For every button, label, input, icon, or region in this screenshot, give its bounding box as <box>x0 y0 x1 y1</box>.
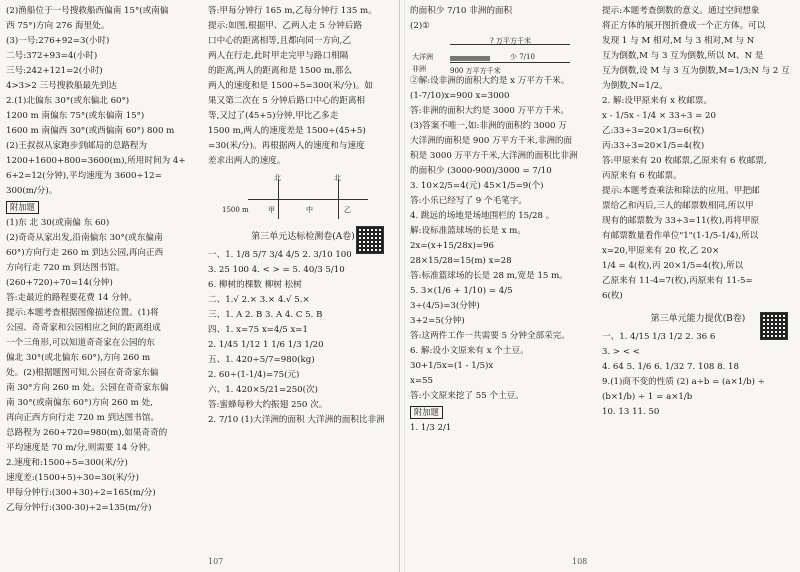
text-line: 10. 13 11. 50 <box>602 407 660 417</box>
text-line: (2)渔船位于一号搜救船西偏南 15°(或南偏 <box>6 6 169 16</box>
column-1 <box>6 4 192 516</box>
text-line: 3. 10×2/5=4(元) 45×1/5=9(个) <box>410 181 544 191</box>
text-line: 2.(1)北偏东 30°(或东偏北 60°) <box>6 96 130 106</box>
text-line: 2x=(x+15/28x)=96 <box>410 241 495 251</box>
label-900: 900 万平方千米 <box>450 67 501 74</box>
text-line: 答:非洲的面积大约是 3000 万平方千米。 <box>410 106 570 116</box>
text-line: (b×1/b) ÷ 1 = a×1/b <box>602 392 693 402</box>
text-line: 三、1. A 2. B 3. A 4. C 5. B <box>208 310 323 320</box>
text-line: 甲每分钟行:(300+30)÷2=165(m/分) <box>6 488 156 498</box>
text-line: =30(米/分)。再根据两人的速度和与速度 <box>208 141 365 151</box>
page-fold-shadow <box>404 0 405 572</box>
text-line: (260+720)÷70=14(分钟) <box>6 278 113 288</box>
column-4 <box>602 4 794 420</box>
text-line: 3+2=5(分钟) <box>410 316 465 326</box>
text-line: 3÷(4/5)=3(分钟) <box>410 301 480 311</box>
text-line: 1600 m 南偏西 30°(或西偏南 60°) 800 m <box>6 126 175 136</box>
page-number-left: 107 <box>208 557 224 566</box>
text-line: 提示:本题考查倒数的意义。通过空间想象 <box>602 6 760 16</box>
text-line: 6+2=12(分钟),平均速度为 3600÷12= <box>6 171 162 181</box>
unit-title-a: 第三单元达标检测卷(A卷) <box>251 232 355 242</box>
text-line: 解:设标准篮球场的长是 x m。 <box>410 226 526 236</box>
text-line: 西 75°)方向 276 海里处。 <box>6 21 110 31</box>
text-line: 为倒数,N=1/2。 <box>602 81 668 91</box>
text-line: 2. 7/10 (1)大洋洲的面积 大洋洲的面积比非洲 <box>208 415 385 425</box>
text-line: ②解:设非洲的面积大约是 x 万平方千米。 <box>410 76 570 86</box>
text-line: 28×15/28=15(m) x=28 <box>410 256 512 266</box>
page-number-right: 108 <box>572 557 588 566</box>
text-line: 现有的邮票数为 33÷3=11(枚),再将甲原 <box>602 216 760 226</box>
text-line: 六、1. 420×5/21=250(次) <box>208 385 318 395</box>
text-line: 6(枚) <box>602 291 623 301</box>
text-line: 方向行走 720 m 到达图书馆。 <box>6 263 125 273</box>
text-line: 四、1. x=75 x=4/5 x=1 <box>208 325 308 335</box>
text-line: 4>3>2 三号搜救船最先到达 <box>6 81 117 91</box>
route-diagram <box>208 169 398 227</box>
column-3 <box>410 4 598 436</box>
text-line: 差求出两人的速度。 <box>208 156 286 166</box>
text-line: 平均速度是 70 m/分,则需要 14 分钟。 <box>6 443 156 453</box>
text-line: 300(m/分)。 <box>6 186 58 196</box>
text-line: 1. 1/3 2/1 <box>410 423 452 433</box>
text-line: x - 1/5x - 1/4 × 33÷3 = 20 <box>602 111 716 121</box>
text-line: 5. 3×(1/6 + 1/10) = 4/5 <box>410 286 513 296</box>
text-line: 总路程为 260+720=980(m),如果奇奇的 <box>6 428 168 438</box>
text-line: 3. > < < <box>602 347 640 357</box>
text-line: 南 30°(或南偏东 60°)方向 260 m 处, <box>6 398 153 408</box>
text-line: 答:蜜蜂每秒大约振翅 250 次。 <box>208 400 328 410</box>
text-line: 一个三角形,可以知道奇奇家在公园的东 <box>6 338 155 348</box>
text-line: 1/4 = 4(枚),丙 20×1/5=4(枚),所以 <box>602 261 744 271</box>
text-line: 的面积少 (3000-900)/3000 = 7/10 <box>410 166 552 176</box>
text-line: 互为倒数,M 与 3 互为倒数,所以 M、N 是 <box>602 51 764 61</box>
road-line <box>248 199 368 200</box>
text-line: 等,又过了(45+5)分钟,甲比乙多走 <box>208 111 339 121</box>
north-label: 北 <box>334 174 341 182</box>
text-line: 4. 64 5. 1/6 6. 1/32 7. 108 8. 18 <box>602 362 739 372</box>
point-jia: 甲 <box>268 206 275 214</box>
text-line: 三号:242+121=2(小时) <box>6 66 103 76</box>
text-line: 6. 解:设小文原来有 x 个土豆。 <box>410 346 529 356</box>
section-header-extra: 附加题 <box>410 406 443 419</box>
text-line: (3)一号:276+92=3(小时) <box>6 36 110 46</box>
label-fraction: 少 7/10 <box>510 53 535 61</box>
text-line: 答:标准篮球场的长是 28 m,宽是 15 m。 <box>410 271 568 281</box>
text-line: 果又第二次在 5 分钟后路口中心的距离相 <box>208 96 366 106</box>
text-line: 2. 60÷(1-1/4)=75(元) <box>208 370 300 380</box>
text-line: 提示:本题考查乘法和除法的应用。甲把邮 <box>602 186 760 196</box>
text-line: 提示:如图,根据甲、乙两人走 5 分钟后路 <box>208 21 363 31</box>
area-bar-diagram <box>410 34 598 74</box>
text-line: 1500 m,两人的速度差是 1500÷(45+5) <box>208 126 366 136</box>
text-line: 公园、奇奇家和公园相应之间的距离组成 <box>6 323 161 333</box>
text-line: (1-7/10)x=900 x=3000 <box>410 91 510 101</box>
text-line: 偏北 30°(或北偏东 60°),方向 260 m <box>6 353 151 363</box>
text-line: 发现 1 与 M 相对,M 与 3 相对,M 与 N <box>602 36 755 46</box>
text-line: 二、1.√ 2.× 3.× 4.√ 5.× <box>208 295 310 305</box>
text-line: 9.(1)商不变的性质 (2) a÷b = (a×1/b) ÷ <box>602 377 765 387</box>
text-line: (2)奇奇从家出发,沿南偏东 30°(或东偏南 <box>6 233 163 243</box>
text-line: 2. 1/45 1/12 1 1/6 1/3 1/20 <box>208 340 324 350</box>
text-line: 答:走最近的路程要花费 14 分钟。 <box>6 293 138 303</box>
text-line: 3. 25 100 4. < > = 5. 40/3 5/10 <box>208 265 345 275</box>
text-line: 再向正西方向行走 720 m 到达图书馆。 <box>6 413 160 423</box>
text-line: 口中心的距离相等,且都向同一方向,乙 <box>208 36 351 46</box>
column-2 <box>208 4 398 428</box>
page-fold <box>399 0 400 572</box>
text-line: 2.速度和:1500÷5=300(米/分) <box>6 458 128 468</box>
bar-dayangzhou <box>450 56 490 61</box>
text-line: 2. 解:设甲原来有 x 枚邮票。 <box>602 96 713 106</box>
distance-label: 1500 m <box>222 206 249 214</box>
text-line: 答:小乐已经写了 9 个毛笔字。 <box>410 196 527 206</box>
unit-title-b: 第三单元能力提优(B卷) <box>650 314 746 324</box>
label-unknown: ? 万平方千米 <box>490 37 531 45</box>
text-line: 答:甲每分钟行 165 m,乙每分钟行 135 m。 <box>208 6 377 16</box>
text-line: 积是 3000 万平方千米,大洋洲的面积比非洲 <box>410 151 578 161</box>
label-feizhou: 非洲 <box>412 65 426 73</box>
text-line: 速度差:(1500+5)÷30=30(米/分) <box>6 473 139 483</box>
text-line: 两人在行走,此时甲走完甲与路口相隔 <box>208 51 349 61</box>
section-header-extra: 附加题 <box>6 201 39 214</box>
point-center: 中 <box>306 206 313 214</box>
text-line: 30+1/5x=(1 - 1/5)x <box>410 361 494 371</box>
text-line: (3)答案不唯一,如:非洲的面积约 3000 万 <box>410 121 567 131</box>
text-line: 两人的速度和是 1500÷5=300(米/分)。如 <box>208 81 374 91</box>
text-line: 答:这两件工作一共需要 5 分钟全部采完。 <box>410 331 570 341</box>
text-line: (2)① <box>410 21 430 31</box>
text-line: 五、1. 420÷5/7=980(kg) <box>208 355 315 365</box>
north-label: 北 <box>274 174 281 182</box>
text-line: 有邮票数量看作单位"1"(1-1/5-1/4),所以 <box>602 231 759 241</box>
text-line: 6. 柳树的棵数 柳树 松树 <box>208 280 302 290</box>
text-line: 一、1. 1/8 5/7 3/4 4/5 2. 3/10 100 <box>208 250 352 260</box>
text-line: 1200 m 南偏东 75°(或东偏南 15°) <box>6 111 145 121</box>
text-line: 互为倒数,设 M 与 3 互为倒数,M=1/3;N 与 2 互 <box>602 66 790 76</box>
text-line: 乙原来有 11-4=7(枚),丙原来有 11-5= <box>602 276 753 286</box>
label-dayangzhou: 大洋洲 <box>412 53 433 61</box>
text-line: 4. 跳远的场地是场地围栏的 15/28 。 <box>410 211 555 221</box>
text-line: 的距离,两人的距离和是 1500 m,那么 <box>208 66 353 76</box>
text-line: 处。(2)根据题图可知,公园在奇奇家东偏 <box>6 368 159 378</box>
text-line: 提示:本题考查根据图像描述位置。(1)将 <box>6 308 159 318</box>
text-line: 乙每分钟行:(300-30)÷2=135(m/分) <box>6 503 152 513</box>
text-line: 南 30°方向 260 m 处。公园在奇奇家东偏 <box>6 383 169 393</box>
text-line: 答:小文原来挖了 55 个土豆。 <box>410 391 524 401</box>
text-line: 将正方体的展开图折叠成一个正方体。可以 <box>602 21 766 31</box>
qr-code-icon[interactable] <box>760 312 788 340</box>
text-line: 乙:33÷3=20×1/3=6(枚) <box>602 126 705 136</box>
text-line: 答:甲原来有 20 枚邮票,乙原来有 6 枚邮票, <box>602 156 767 166</box>
text-line: 的面积少 7/10 非洲的面积 <box>410 6 513 16</box>
text-line: 票给乙和丙后,三人的邮票数相同,所以甲 <box>602 201 754 211</box>
text-line: x=55 <box>410 376 433 386</box>
text-line: 丙:33÷3=20×1/5=4(枚) <box>602 141 705 151</box>
text-line: (2)王叔叔从家跑步到邮局的总路程为 <box>6 141 148 151</box>
text-line: 一、1. 4/15 1/3 1/2 2. 36 6 <box>602 332 716 342</box>
text-line: 大洋洲的面积是 900 万平方千米,非洲的面 <box>410 136 573 146</box>
text-line: 丙原来有 6 枚邮票。 <box>602 171 682 181</box>
text-line: x=20,甲原来有 20 枚,乙 20× <box>602 246 720 256</box>
text-line: 60°)方向行走 260 m 到达公园,再向正西 <box>6 248 164 258</box>
text-line: 1200+1600+800=3600(m),所用时间为 4+ <box>6 156 186 166</box>
text-line: 二号:372+93=4(小时) <box>6 51 98 61</box>
text-line: (1)东 北 30(或南偏 东 60) <box>6 218 110 228</box>
qr-code-icon[interactable] <box>356 226 384 254</box>
point-yi: 乙 <box>344 206 351 214</box>
